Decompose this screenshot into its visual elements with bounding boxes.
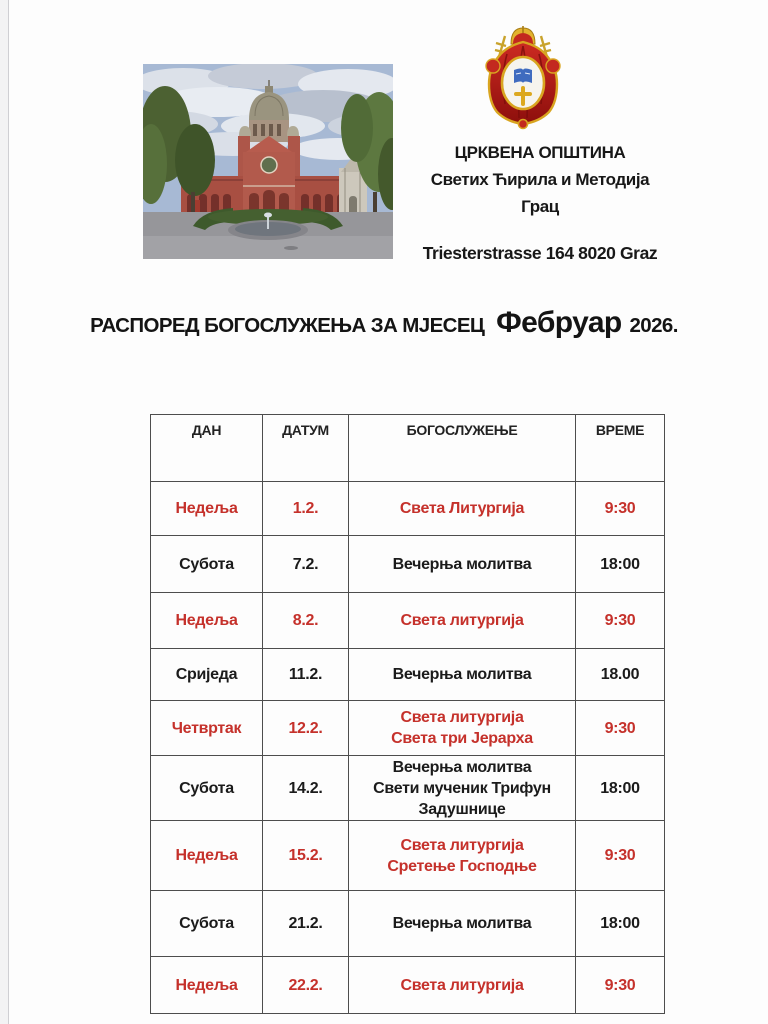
day-cell: Субота — [151, 536, 263, 593]
date-cell: 1.2. — [263, 482, 349, 536]
service-cell — [349, 957, 576, 1014]
schedule-table-body — [151, 482, 665, 1014]
schedule-row-8-2- — [151, 593, 665, 649]
column-header-time: ВРЕМЕ — [576, 415, 665, 482]
day-cell: Недеља — [151, 482, 263, 536]
service-line: Вечерња молитва — [392, 555, 532, 573]
day-cell: Субота — [151, 756, 263, 821]
service-cell — [349, 701, 576, 756]
coat-of-arms-illustration — [477, 26, 569, 130]
service-line: Света три Јерарха — [391, 730, 533, 747]
church-building-photo — [143, 64, 393, 259]
schedule-row-7-2- — [151, 536, 665, 593]
service-line: Свети мученик Трифун — [373, 779, 551, 797]
column-header-service: БОГОСЛУЖЕЊЕ — [349, 415, 576, 482]
org-line-2: Светих Ћирила и Методија — [430, 170, 650, 189]
date-cell: 8.2. — [263, 593, 349, 649]
day-cell: Субота — [151, 891, 263, 957]
title-year: 2026. — [629, 314, 678, 337]
date-cell: 15.2. — [263, 821, 349, 891]
time-cell: 9:30 — [576, 593, 665, 649]
schedule-table — [150, 414, 665, 1014]
title-month: Фебруар — [496, 306, 622, 339]
day-cell: Сриједа — [151, 649, 263, 701]
schedule-row-12-2- — [151, 701, 665, 756]
column-header-date: ДАТУМ — [263, 415, 349, 482]
scan-edge-line — [8, 0, 9, 1024]
date-cell: 7.2. — [263, 536, 349, 593]
service-cell — [349, 756, 576, 821]
schedule-row-21-2- — [151, 891, 665, 957]
date-cell: 22.2. — [263, 957, 349, 1014]
church-photo-illustration — [143, 64, 393, 259]
schedule-row-22-2- — [151, 957, 665, 1014]
service-line: Света литургија — [400, 836, 524, 854]
serbian-orthodox-coat-of-arms — [477, 26, 569, 130]
service-cell — [349, 593, 576, 649]
time-cell: 9:30 — [576, 482, 665, 536]
service-cell — [349, 891, 576, 957]
org-line-1: ЦРКВЕНА ОПШТИНА — [454, 143, 626, 162]
service-line: Света литургија — [400, 612, 524, 629]
time-cell: 9:30 — [576, 957, 665, 1014]
time-cell: 18:00 — [576, 756, 665, 821]
date-cell: 12.2. — [263, 701, 349, 756]
time-cell: 9:30 — [576, 821, 665, 891]
day-cell: Недеља — [151, 593, 263, 649]
time-cell: 9:30 — [576, 701, 665, 756]
service-line: Света Литургија — [399, 500, 525, 517]
day-cell: Недеља — [151, 821, 263, 891]
org-line-3: Грац — [521, 197, 559, 216]
scan-edge-strip — [0, 0, 8, 1024]
service-line: Вечерња молитва — [392, 915, 532, 932]
service-line: Сретење Господње — [387, 857, 537, 875]
organization-name-block — [408, 139, 672, 220]
time-cell: 18.00 — [576, 649, 665, 701]
schedule-row-14-2- — [151, 756, 665, 821]
document-title — [0, 306, 768, 340]
service-line: Вечерња молитва — [392, 666, 532, 683]
schedule-row-1-2- — [151, 482, 665, 536]
service-cell — [349, 536, 576, 593]
date-cell: 21.2. — [263, 891, 349, 957]
date-cell: 11.2. — [263, 649, 349, 701]
service-cell — [349, 482, 576, 536]
service-cell — [349, 821, 576, 891]
time-cell: 18:00 — [576, 891, 665, 957]
day-cell: Четвртак — [151, 701, 263, 756]
service-line: Вечерња молитва — [392, 758, 532, 776]
date-cell: 14.2. — [263, 756, 349, 821]
service-line: Света литургија — [400, 976, 524, 994]
street-address: Triesterstrasse 164 8020 Graz — [422, 243, 658, 263]
time-cell: 18:00 — [576, 536, 665, 593]
title-prefix: РАСПОРЕД БОГОСЛУЖЕЊА ЗА МЈЕСЕЦ — [90, 314, 485, 337]
service-cell — [349, 649, 576, 701]
service-line: Света литургија — [400, 709, 524, 726]
service-line: Задушнице — [418, 800, 506, 818]
schedule-row-11-2- — [151, 649, 665, 701]
table-header-row — [151, 415, 665, 482]
day-cell: Недеља — [151, 957, 263, 1014]
column-header-day: ДАН — [151, 415, 263, 482]
schedule-row-15-2- — [151, 821, 665, 891]
